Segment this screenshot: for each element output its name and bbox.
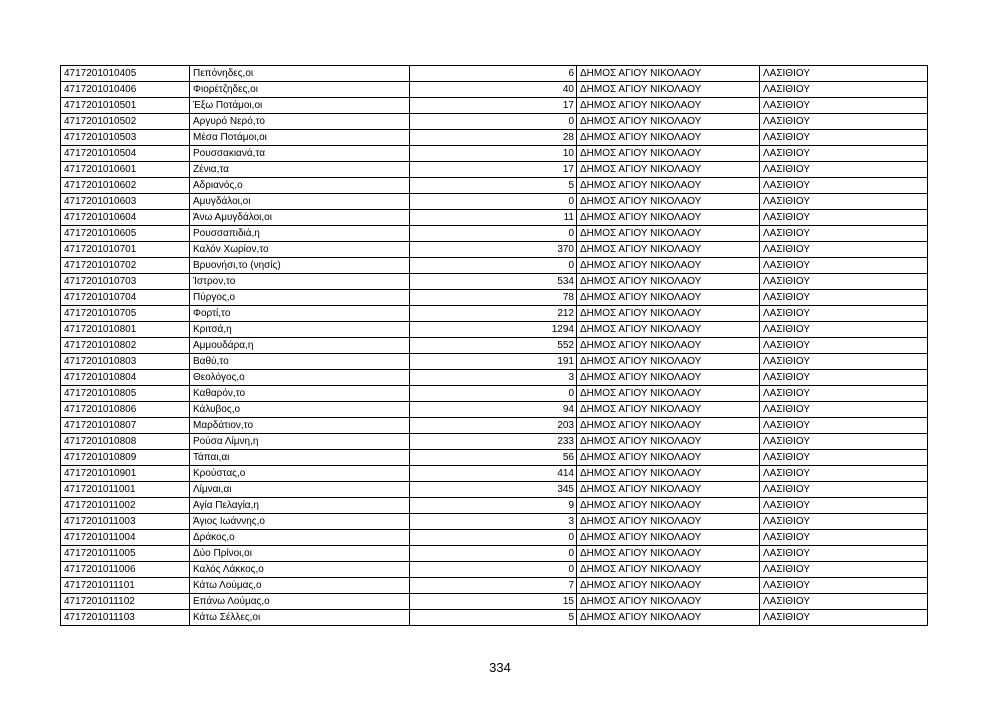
prefecture-cell: ΛΑΣΙΘΙΟΥ: [760, 226, 928, 242]
name-cell: Ρουσσακιανά,τα: [190, 146, 410, 162]
municipality-cell: ΔΗΜΟΣ ΑΓΙΟΥ ΝΙΚΟΛΑΟΥ: [577, 82, 760, 98]
prefecture-cell: ΛΑΣΙΘΙΟΥ: [760, 530, 928, 546]
population-cell: 0: [410, 194, 577, 210]
municipality-cell: ΔΗΜΟΣ ΑΓΙΟΥ ΝΙΚΟΛΑΟΥ: [577, 450, 760, 466]
prefecture-cell: ΛΑΣΙΘΙΟΥ: [760, 370, 928, 386]
name-cell: Αδριανός,ο: [190, 178, 410, 194]
code-cell: 4717201010502: [61, 114, 190, 130]
table-row: [61, 194, 928, 210]
code-cell: 4717201010603: [61, 194, 190, 210]
table-row: [61, 354, 928, 370]
name-cell: Καλόν Χωρίον,το: [190, 242, 410, 258]
prefecture-cell: ΛΑΣΙΘΙΟΥ: [760, 562, 928, 578]
prefecture-cell: ΛΑΣΙΘΙΟΥ: [760, 258, 928, 274]
prefecture-cell: ΛΑΣΙΘΙΟΥ: [760, 402, 928, 418]
name-cell: Καθαρόν,το: [190, 386, 410, 402]
code-cell: 4717201011003: [61, 514, 190, 530]
prefecture-cell: ΛΑΣΙΘΙΟΥ: [760, 322, 928, 338]
table-row: [61, 578, 928, 594]
population-cell: 203: [410, 418, 577, 434]
name-cell: Κάτω Σέλλες,οι: [190, 610, 410, 626]
table-row: [61, 418, 928, 434]
municipality-cell: ΔΗΜΟΣ ΑΓΙΟΥ ΝΙΚΟΛΑΟΥ: [577, 194, 760, 210]
municipality-cell: ΔΗΜΟΣ ΑΓΙΟΥ ΝΙΚΟΛΑΟΥ: [577, 130, 760, 146]
population-cell: 7: [410, 578, 577, 594]
prefecture-cell: ΛΑΣΙΘΙΟΥ: [760, 466, 928, 482]
code-cell: 4717201010503: [61, 130, 190, 146]
population-cell: 17: [410, 98, 577, 114]
code-cell: 4717201010504: [61, 146, 190, 162]
name-cell: Κρούστας,ο: [190, 466, 410, 482]
population-cell: 56: [410, 450, 577, 466]
population-cell: 5: [410, 610, 577, 626]
population-cell: 191: [410, 354, 577, 370]
prefecture-cell: ΛΑΣΙΘΙΟΥ: [760, 514, 928, 530]
name-cell: Καλός Λάκκος,ο: [190, 562, 410, 578]
code-cell: 4717201011006: [61, 562, 190, 578]
population-cell: 345: [410, 482, 577, 498]
prefecture-cell: ΛΑΣΙΘΙΟΥ: [760, 130, 928, 146]
code-cell: 4717201011004: [61, 530, 190, 546]
prefecture-cell: ΛΑΣΙΘΙΟΥ: [760, 82, 928, 98]
table-row: [61, 114, 928, 130]
prefecture-cell: ΛΑΣΙΘΙΟΥ: [760, 162, 928, 178]
code-cell: 4717201010808: [61, 434, 190, 450]
population-cell: 3: [410, 514, 577, 530]
municipality-cell: ΔΗΜΟΣ ΑΓΙΟΥ ΝΙΚΟΛΑΟΥ: [577, 322, 760, 338]
municipality-cell: ΔΗΜΟΣ ΑΓΙΟΥ ΝΙΚΟΛΑΟΥ: [577, 242, 760, 258]
municipality-cell: ΔΗΜΟΣ ΑΓΙΟΥ ΝΙΚΟΛΑΟΥ: [577, 434, 760, 450]
table-row: [61, 274, 928, 290]
prefecture-cell: ΛΑΣΙΘΙΟΥ: [760, 386, 928, 402]
population-cell: 11: [410, 210, 577, 226]
prefecture-cell: ΛΑΣΙΘΙΟΥ: [760, 610, 928, 626]
table-row: [61, 370, 928, 386]
code-cell: 4717201010802: [61, 338, 190, 354]
population-cell: 0: [410, 530, 577, 546]
prefecture-cell: ΛΑΣΙΘΙΟΥ: [760, 178, 928, 194]
table-row: [61, 98, 928, 114]
name-cell: Αγία Πελαγία,η: [190, 498, 410, 514]
municipality-cell: ΔΗΜΟΣ ΑΓΙΟΥ ΝΙΚΟΛΑΟΥ: [577, 370, 760, 386]
name-cell: Πύργος,ο: [190, 290, 410, 306]
code-cell: 4717201010807: [61, 418, 190, 434]
code-cell: 4717201011102: [61, 594, 190, 610]
code-cell: 4717201010803: [61, 354, 190, 370]
table-row: [61, 514, 928, 530]
population-cell: 78: [410, 290, 577, 306]
table-row: [61, 434, 928, 450]
name-cell: Ρούσα Λίμνη,η: [190, 434, 410, 450]
page-number: 334: [489, 660, 511, 675]
prefecture-cell: ΛΑΣΙΘΙΟΥ: [760, 66, 928, 82]
table-row: [61, 162, 928, 178]
name-cell: Κριτσά,η: [190, 322, 410, 338]
name-cell: Αμυγδάλοι,οι: [190, 194, 410, 210]
name-cell: Αμμουδάρα,η: [190, 338, 410, 354]
prefecture-cell: ΛΑΣΙΘΙΟΥ: [760, 210, 928, 226]
municipality-cell: ΔΗΜΟΣ ΑΓΙΟΥ ΝΙΚΟΛΑΟΥ: [577, 530, 760, 546]
municipality-cell: ΔΗΜΟΣ ΑΓΙΟΥ ΝΙΚΟΛΑΟΥ: [577, 66, 760, 82]
population-cell: 233: [410, 434, 577, 450]
population-cell: 5: [410, 178, 577, 194]
name-cell: Κάτω Λούμας,ο: [190, 578, 410, 594]
name-cell: Ρουσσαπιδιά,η: [190, 226, 410, 242]
municipality-cell: ΔΗΜΟΣ ΑΓΙΟΥ ΝΙΚΟΛΑΟΥ: [577, 162, 760, 178]
table-row: [61, 546, 928, 562]
data-table: [60, 65, 928, 626]
municipality-cell: ΔΗΜΟΣ ΑΓΙΟΥ ΝΙΚΟΛΑΟΥ: [577, 594, 760, 610]
code-cell: 4717201010809: [61, 450, 190, 466]
population-cell: 0: [410, 226, 577, 242]
population-cell: 212: [410, 306, 577, 322]
code-cell: 4717201010501: [61, 98, 190, 114]
municipality-cell: ΔΗΜΟΣ ΑΓΙΟΥ ΝΙΚΟΛΑΟΥ: [577, 482, 760, 498]
table-row: [61, 226, 928, 242]
code-cell: 4717201010605: [61, 226, 190, 242]
prefecture-cell: ΛΑΣΙΘΙΟΥ: [760, 290, 928, 306]
code-cell: 4717201010602: [61, 178, 190, 194]
table-row: [61, 498, 928, 514]
name-cell: Επάνω Λούμας,ο: [190, 594, 410, 610]
prefecture-cell: ΛΑΣΙΘΙΟΥ: [760, 338, 928, 354]
code-cell: 4717201010901: [61, 466, 190, 482]
municipality-cell: ΔΗΜΟΣ ΑΓΙΟΥ ΝΙΚΟΛΑΟΥ: [577, 274, 760, 290]
table-row: [61, 258, 928, 274]
table-row: [61, 482, 928, 498]
code-cell: 4717201011005: [61, 546, 190, 562]
municipality-cell: ΔΗΜΟΣ ΑΓΙΟΥ ΝΙΚΟΛΑΟΥ: [577, 210, 760, 226]
prefecture-cell: ΛΑΣΙΘΙΟΥ: [760, 450, 928, 466]
table-row: [61, 306, 928, 322]
code-cell: 4717201011101: [61, 578, 190, 594]
name-cell: Δράκος,ο: [190, 530, 410, 546]
prefecture-cell: ΛΑΣΙΘΙΟΥ: [760, 498, 928, 514]
code-cell: 4717201011103: [61, 610, 190, 626]
name-cell: Ζένια,τα: [190, 162, 410, 178]
population-cell: 0: [410, 546, 577, 562]
municipality-cell: ΔΗΜΟΣ ΑΓΙΟΥ ΝΙΚΟΛΑΟΥ: [577, 562, 760, 578]
municipality-cell: ΔΗΜΟΣ ΑΓΙΟΥ ΝΙΚΟΛΑΟΥ: [577, 418, 760, 434]
table-row: [61, 594, 928, 610]
population-cell: 0: [410, 386, 577, 402]
municipality-cell: ΔΗΜΟΣ ΑΓΙΟΥ ΝΙΚΟΛΑΟΥ: [577, 578, 760, 594]
name-cell: Μαρδάτιον,το: [190, 418, 410, 434]
name-cell: Άνω Αμυγδάλοι,οι: [190, 210, 410, 226]
name-cell: Άγιος Ιωάννης,ο: [190, 514, 410, 530]
table-row: [61, 322, 928, 338]
municipality-cell: ΔΗΜΟΣ ΑΓΙΟΥ ΝΙΚΟΛΑΟΥ: [577, 306, 760, 322]
population-cell: 17: [410, 162, 577, 178]
code-cell: 4717201010701: [61, 242, 190, 258]
code-cell: 4717201010705: [61, 306, 190, 322]
municipality-cell: ΔΗΜΟΣ ΑΓΙΟΥ ΝΙΚΟΛΑΟΥ: [577, 610, 760, 626]
population-cell: 1294: [410, 322, 577, 338]
municipality-cell: ΔΗΜΟΣ ΑΓΙΟΥ ΝΙΚΟΛΑΟΥ: [577, 354, 760, 370]
population-cell: 414: [410, 466, 577, 482]
table-row: [61, 450, 928, 466]
code-cell: 4717201010806: [61, 402, 190, 418]
table-row: [61, 146, 928, 162]
code-cell: 4717201011001: [61, 482, 190, 498]
code-cell: 4717201010703: [61, 274, 190, 290]
municipality-cell: ΔΗΜΟΣ ΑΓΙΟΥ ΝΙΚΟΛΑΟΥ: [577, 98, 760, 114]
name-cell: Δύο Πρίνοι,οι: [190, 546, 410, 562]
prefecture-cell: ΛΑΣΙΘΙΟΥ: [760, 482, 928, 498]
prefecture-cell: ΛΑΣΙΘΙΟΥ: [760, 146, 928, 162]
prefecture-cell: ΛΑΣΙΘΙΟΥ: [760, 306, 928, 322]
table-row: [61, 66, 928, 82]
population-cell: 0: [410, 562, 577, 578]
name-cell: Ίστρον,το: [190, 274, 410, 290]
name-cell: Βρυονήσι,το (νησίς): [190, 258, 410, 274]
code-cell: 4717201011002: [61, 498, 190, 514]
table-row: [61, 402, 928, 418]
municipality-cell: ΔΗΜΟΣ ΑΓΙΟΥ ΝΙΚΟΛΑΟΥ: [577, 146, 760, 162]
table-row: [61, 290, 928, 306]
table-row: [61, 178, 928, 194]
municipality-cell: ΔΗΜΟΣ ΑΓΙΟΥ ΝΙΚΟΛΑΟΥ: [577, 290, 760, 306]
table-row: [61, 386, 928, 402]
name-cell: Λίμναι,αι: [190, 482, 410, 498]
prefecture-cell: ΛΑΣΙΘΙΟΥ: [760, 194, 928, 210]
municipality-cell: ΔΗΜΟΣ ΑΓΙΟΥ ΝΙΚΟΛΑΟΥ: [577, 402, 760, 418]
table-row: [61, 210, 928, 226]
code-cell: 4717201010704: [61, 290, 190, 306]
code-cell: 4717201010804: [61, 370, 190, 386]
prefecture-cell: ΛΑΣΙΘΙΟΥ: [760, 274, 928, 290]
name-cell: Μέσα Ποτάμοι,οι: [190, 130, 410, 146]
municipality-cell: ΔΗΜΟΣ ΑΓΙΟΥ ΝΙΚΟΛΑΟΥ: [577, 258, 760, 274]
prefecture-cell: ΛΑΣΙΘΙΟΥ: [760, 594, 928, 610]
population-cell: 370: [410, 242, 577, 258]
name-cell: Πεπόνηδες,οι: [190, 66, 410, 82]
table-row: [61, 610, 928, 626]
population-cell: 10: [410, 146, 577, 162]
population-cell: 552: [410, 338, 577, 354]
code-cell: 4717201010604: [61, 210, 190, 226]
population-cell: 94: [410, 402, 577, 418]
municipality-cell: ΔΗΜΟΣ ΑΓΙΟΥ ΝΙΚΟΛΑΟΥ: [577, 178, 760, 194]
code-cell: 4717201010702: [61, 258, 190, 274]
name-cell: Αργυρό Νερό,το: [190, 114, 410, 130]
name-cell: Τάπαι,αι: [190, 450, 410, 466]
municipality-cell: ΔΗΜΟΣ ΑΓΙΟΥ ΝΙΚΟΛΑΟΥ: [577, 514, 760, 530]
municipality-cell: ΔΗΜΟΣ ΑΓΙΟΥ ΝΙΚΟΛΑΟΥ: [577, 466, 760, 482]
code-cell: 4717201010805: [61, 386, 190, 402]
name-cell: Κάλυβος,ο: [190, 402, 410, 418]
prefecture-cell: ΛΑΣΙΘΙΟΥ: [760, 354, 928, 370]
name-cell: Έξω Ποτάμοι,οι: [190, 98, 410, 114]
code-cell: 4717201010601: [61, 162, 190, 178]
municipality-cell: ΔΗΜΟΣ ΑΓΙΟΥ ΝΙΚΟΛΑΟΥ: [577, 338, 760, 354]
code-cell: 4717201010801: [61, 322, 190, 338]
population-cell: 9: [410, 498, 577, 514]
prefecture-cell: ΛΑΣΙΘΙΟΥ: [760, 98, 928, 114]
prefecture-cell: ΛΑΣΙΘΙΟΥ: [760, 418, 928, 434]
municipality-cell: ΔΗΜΟΣ ΑΓΙΟΥ ΝΙΚΟΛΑΟΥ: [577, 498, 760, 514]
table-row: [61, 242, 928, 258]
table-row: [61, 338, 928, 354]
municipality-cell: ΔΗΜΟΣ ΑΓΙΟΥ ΝΙΚΟΛΑΟΥ: [577, 546, 760, 562]
municipality-cell: ΔΗΜΟΣ ΑΓΙΟΥ ΝΙΚΟΛΑΟΥ: [577, 386, 760, 402]
municipality-cell: ΔΗΜΟΣ ΑΓΙΟΥ ΝΙΚΟΛΑΟΥ: [577, 226, 760, 242]
name-cell: Θεολόγος,ο: [190, 370, 410, 386]
population-cell: 15: [410, 594, 577, 610]
code-cell: 4717201010405: [61, 66, 190, 82]
table-row: [61, 466, 928, 482]
population-cell: 28: [410, 130, 577, 146]
municipality-cell: ΔΗΜΟΣ ΑΓΙΟΥ ΝΙΚΟΛΑΟΥ: [577, 114, 760, 130]
table-row: [61, 530, 928, 546]
population-cell: 0: [410, 258, 577, 274]
name-cell: Βαθύ,το: [190, 354, 410, 370]
prefecture-cell: ΛΑΣΙΘΙΟΥ: [760, 242, 928, 258]
population-cell: 534: [410, 274, 577, 290]
table-row: [61, 82, 928, 98]
population-cell: 6: [410, 66, 577, 82]
table-row: [61, 130, 928, 146]
population-cell: 0: [410, 114, 577, 130]
table-row: [61, 562, 928, 578]
code-cell: 4717201010406: [61, 82, 190, 98]
prefecture-cell: ΛΑΣΙΘΙΟΥ: [760, 434, 928, 450]
name-cell: Φορτί,το: [190, 306, 410, 322]
prefecture-cell: ΛΑΣΙΘΙΟΥ: [760, 546, 928, 562]
prefecture-cell: ΛΑΣΙΘΙΟΥ: [760, 114, 928, 130]
population-cell: 3: [410, 370, 577, 386]
prefecture-cell: ΛΑΣΙΘΙΟΥ: [760, 578, 928, 594]
table-body: [61, 66, 928, 626]
population-cell: 40: [410, 82, 577, 98]
name-cell: Φιορέτζηδες,οι: [190, 82, 410, 98]
